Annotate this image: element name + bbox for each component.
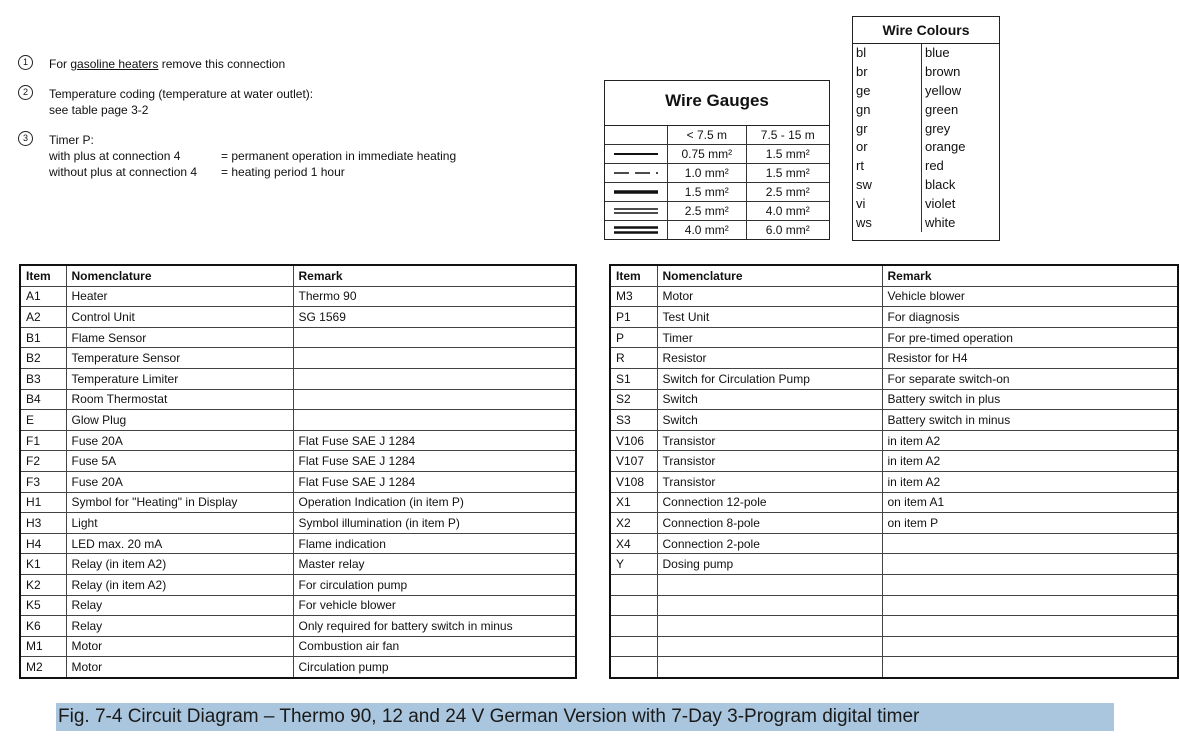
item-code: K6	[20, 616, 66, 637]
wire-gauge-long: 6.0 mm²	[746, 221, 829, 240]
wire-gauge-short: 4.0 mm²	[668, 221, 747, 240]
item-remark	[293, 368, 576, 389]
item-remark	[293, 327, 576, 348]
item-nomenclature: Transistor	[657, 471, 882, 492]
item-remark	[882, 636, 1178, 657]
wire-colour-row	[853, 119, 999, 138]
item-code: E	[20, 410, 66, 431]
wire-gauge-long: 1.5 mm²	[746, 164, 829, 183]
table-row	[20, 657, 576, 678]
item-remark: on item P	[882, 513, 1178, 534]
item-remark: Master relay	[293, 554, 576, 575]
item-nomenclature: Resistor	[657, 348, 882, 369]
item-remark: Symbol illumination (in item P)	[293, 513, 576, 534]
table-row	[20, 616, 576, 637]
item-nomenclature: Relay	[66, 616, 293, 637]
item-nomenclature: Switch	[657, 410, 882, 431]
note-1	[18, 56, 558, 72]
table-row	[20, 307, 576, 328]
item-nomenclature: Connection 2-pole	[657, 533, 882, 554]
wire-colour-row	[853, 138, 999, 157]
wire-gauge-long: 1.5 mm²	[746, 145, 829, 164]
note-2-line-1: Temperature coding (temperature at water outlet):	[49, 87, 314, 101]
item-nomenclature: Relay (in item A2)	[66, 574, 293, 595]
wire-colour-row	[853, 82, 999, 101]
wire-gauges-table	[605, 126, 829, 239]
note-3-row-1-left: with plus at connection 4	[49, 149, 181, 163]
table-row	[20, 430, 576, 451]
table-row	[610, 471, 1178, 492]
wire-colour-name: green	[925, 101, 959, 117]
item-remark	[882, 657, 1178, 678]
item-nomenclature: Timer	[657, 327, 882, 348]
header-remark: Remark	[293, 265, 576, 286]
item-code: F3	[20, 471, 66, 492]
table-row	[610, 307, 1178, 328]
wire-gauges-header	[605, 126, 829, 145]
table-row	[610, 389, 1178, 410]
item-code: B2	[20, 348, 66, 369]
item-code: B4	[20, 389, 66, 410]
item-nomenclature: Flame Sensor	[66, 327, 293, 348]
item-code: Y	[610, 554, 657, 575]
wire-colour-row	[853, 100, 999, 119]
table-row	[20, 410, 576, 431]
table-row	[20, 348, 576, 369]
item-remark: For vehicle blower	[293, 595, 576, 616]
table-row	[610, 368, 1178, 389]
item-remark: For separate switch-on	[882, 368, 1178, 389]
table-row	[610, 327, 1178, 348]
item-nomenclature: Temperature Sensor	[66, 348, 293, 369]
figure-caption: Fig. 7-4 Circuit Diagram – Thermo 90, 12 and 24 V German Version with 7-Day 3-Program digital timer	[56, 703, 1114, 731]
table-row	[20, 636, 576, 657]
item-nomenclature: Heater	[66, 286, 293, 307]
wire-colour-name: blue	[925, 45, 950, 61]
item-nomenclature: Connection 8-pole	[657, 513, 882, 534]
item-nomenclature: Dosing pump	[657, 554, 882, 575]
item-remark	[293, 389, 576, 410]
item-code: K5	[20, 595, 66, 616]
item-remark: Flat Fuse SAE J 1284	[293, 451, 576, 472]
note-3-line-1: Timer P:	[49, 133, 94, 147]
item-code: A2	[20, 307, 66, 328]
wire-line-double-thick-icon	[605, 221, 668, 240]
wire-colour-code: or	[853, 138, 922, 157]
wire-gauges-header-line	[605, 126, 668, 145]
wire-colour-name: brown	[925, 64, 961, 80]
item-code	[610, 636, 657, 657]
note-1-pre: For	[49, 57, 67, 71]
item-nomenclature	[657, 616, 882, 637]
note-number-1: 1	[18, 55, 33, 70]
item-code: X1	[610, 492, 657, 513]
note-3-row-1	[49, 148, 558, 164]
wire-colour-code: ws	[853, 213, 922, 232]
wire-gauge-short: 0.75 mm²	[668, 145, 747, 164]
table-row	[610, 554, 1178, 575]
table-row	[610, 616, 1178, 637]
wire-colour-row	[853, 157, 999, 176]
items-table-left	[19, 264, 577, 679]
wire-colour-code: gr	[853, 119, 922, 138]
item-remark	[882, 595, 1178, 616]
header-nomenclature: Nomenclature	[657, 265, 882, 286]
item-code: R	[610, 348, 657, 369]
wire-colours-box	[852, 16, 1000, 241]
item-remark: Thermo 90	[293, 286, 576, 307]
item-code: M2	[20, 657, 66, 678]
item-code	[610, 657, 657, 678]
item-nomenclature: LED max. 20 mA	[66, 533, 293, 554]
item-code: X2	[610, 513, 657, 534]
item-code: V107	[610, 451, 657, 472]
table-row	[20, 451, 576, 472]
table-row	[610, 348, 1178, 369]
note-1-link: gasoline heaters	[70, 57, 159, 71]
wire-colour-name: yellow	[925, 82, 962, 98]
table-row	[20, 554, 576, 575]
item-nomenclature: Control Unit	[66, 307, 293, 328]
item-code	[610, 595, 657, 616]
item-nomenclature: Transistor	[657, 430, 882, 451]
wire-colours-table	[853, 44, 999, 232]
item-nomenclature: Connection 12-pole	[657, 492, 882, 513]
item-nomenclature: Glow Plug	[66, 410, 293, 431]
wire-colour-code: rt	[853, 157, 922, 176]
item-nomenclature: Fuse 5A	[66, 451, 293, 472]
wire-colour-name: grey	[925, 120, 951, 136]
item-nomenclature: Light	[66, 513, 293, 534]
item-code	[610, 616, 657, 637]
table-row	[20, 595, 576, 616]
item-code: H4	[20, 533, 66, 554]
item-remark	[882, 616, 1178, 637]
item-remark: in item A2	[882, 471, 1178, 492]
header-item: Item	[20, 265, 66, 286]
item-nomenclature	[657, 636, 882, 657]
item-nomenclature: Room Thermostat	[66, 389, 293, 410]
item-nomenclature: Symbol for "Heating" in Display	[66, 492, 293, 513]
item-remark: For pre-timed operation	[882, 327, 1178, 348]
item-nomenclature: Transistor	[657, 451, 882, 472]
item-code: S1	[610, 368, 657, 389]
note-2	[18, 86, 558, 118]
wire-colour-row	[853, 44, 999, 63]
table-row	[20, 327, 576, 348]
item-remark: on item A1	[882, 492, 1178, 513]
wire-colour-code: gn	[853, 100, 922, 119]
note-2-line-2: see table page 3-2	[49, 103, 149, 117]
item-code: V108	[610, 471, 657, 492]
note-number-3: 3	[18, 131, 33, 146]
wire-gauge-row	[605, 183, 829, 202]
table-row	[610, 286, 1178, 307]
table-row	[20, 286, 576, 307]
table-row	[610, 574, 1178, 595]
item-nomenclature: Motor	[657, 286, 882, 307]
item-nomenclature: Fuse 20A	[66, 471, 293, 492]
wire-line-single-thin-icon	[605, 145, 668, 164]
wire-colour-code: br	[853, 63, 922, 82]
item-code: K1	[20, 554, 66, 575]
wire-colour-row	[853, 63, 999, 82]
note-3	[18, 132, 558, 180]
item-code: S3	[610, 410, 657, 431]
item-remark: Operation Indication (in item P)	[293, 492, 576, 513]
note-3-row-2-right: = heating period 1 hour	[221, 165, 345, 179]
note-3-row-1-right: = permanent operation in immediate heating	[221, 149, 457, 163]
wire-gauge-row	[605, 164, 829, 183]
item-code: B1	[20, 327, 66, 348]
wire-gauges-header-short: < 7.5 m	[668, 126, 747, 145]
item-nomenclature: Switch	[657, 389, 882, 410]
item-nomenclature: Relay (in item A2)	[66, 554, 293, 575]
wire-colour-name: white	[925, 214, 956, 230]
wire-colour-row	[853, 213, 999, 232]
item-code: F2	[20, 451, 66, 472]
table-row	[610, 492, 1178, 513]
item-code: X4	[610, 533, 657, 554]
item-code: S2	[610, 389, 657, 410]
item-remark: in item A2	[882, 451, 1178, 472]
item-nomenclature: Fuse 20A	[66, 430, 293, 451]
wire-gauge-row	[605, 145, 829, 164]
wire-line-single-thick-icon	[605, 183, 668, 202]
table-row	[20, 492, 576, 513]
item-remark: For diagnosis	[882, 307, 1178, 328]
item-remark	[293, 348, 576, 369]
item-code: F1	[20, 430, 66, 451]
item-remark: Battery switch in minus	[882, 410, 1178, 431]
note-3-row-2-left: without plus at connection 4	[49, 165, 198, 179]
item-nomenclature: Motor	[66, 657, 293, 678]
wire-gauges-box	[604, 80, 830, 240]
notes-section	[18, 56, 558, 194]
note-1-post: remove this connection	[161, 57, 286, 71]
item-nomenclature: Motor	[66, 636, 293, 657]
wire-colour-code: bl	[853, 44, 922, 63]
item-code: P1	[610, 307, 657, 328]
item-code: B3	[20, 368, 66, 389]
note-number-2: 2	[18, 85, 33, 100]
wire-gauge-long: 4.0 mm²	[746, 202, 829, 221]
table-row	[610, 595, 1178, 616]
item-remark: in item A2	[882, 430, 1178, 451]
wire-colour-row	[853, 176, 999, 195]
header-remark: Remark	[882, 265, 1178, 286]
header-nomenclature: Nomenclature	[66, 265, 293, 286]
item-code: P	[610, 327, 657, 348]
table-row	[610, 410, 1178, 431]
wire-gauge-short: 2.5 mm²	[668, 202, 747, 221]
items-table-header	[20, 265, 576, 286]
item-nomenclature: Switch for Circulation Pump	[657, 368, 882, 389]
item-remark: Only required for battery switch in minus	[293, 616, 576, 637]
items-table-header	[610, 265, 1178, 286]
table-row	[20, 471, 576, 492]
wire-line-double-icon	[605, 202, 668, 221]
item-nomenclature: Temperature Limiter	[66, 368, 293, 389]
table-row	[610, 657, 1178, 678]
wire-colour-name: orange	[925, 139, 966, 155]
item-code	[610, 574, 657, 595]
wire-colour-name: violet	[925, 195, 956, 211]
table-row	[20, 368, 576, 389]
table-row	[610, 533, 1178, 554]
wire-colour-name: red	[925, 158, 944, 174]
wire-colours-title: Wire Colours	[853, 17, 999, 44]
table-row	[610, 636, 1178, 657]
table-row	[610, 513, 1178, 534]
wire-line-dashed-icon	[605, 164, 668, 183]
item-code: A1	[20, 286, 66, 307]
table-row	[20, 574, 576, 595]
item-nomenclature: Relay	[66, 595, 293, 616]
wire-gauge-short: 1.0 mm²	[668, 164, 747, 183]
item-code: M3	[610, 286, 657, 307]
item-remark: Flame indication	[293, 533, 576, 554]
wire-colour-name: black	[925, 176, 956, 192]
item-nomenclature	[657, 657, 882, 678]
wire-gauge-row	[605, 221, 829, 240]
table-row	[610, 430, 1178, 451]
wire-gauge-row	[605, 202, 829, 221]
items-table-right	[609, 264, 1179, 679]
header-item: Item	[610, 265, 657, 286]
item-remark: Circulation pump	[293, 657, 576, 678]
wire-gauges-title: Wire Gauges	[605, 81, 829, 126]
wire-colour-code: sw	[853, 176, 922, 195]
item-remark: Combustion air fan	[293, 636, 576, 657]
item-nomenclature	[657, 574, 882, 595]
wire-colour-code: vi	[853, 194, 922, 213]
wire-gauges-header-long: 7.5 - 15 m	[746, 126, 829, 145]
item-remark: For circulation pump	[293, 574, 576, 595]
table-row	[20, 533, 576, 554]
item-remark	[293, 410, 576, 431]
table-row	[610, 451, 1178, 472]
item-code: H3	[20, 513, 66, 534]
table-row	[20, 513, 576, 534]
item-remark: SG 1569	[293, 307, 576, 328]
item-code: H1	[20, 492, 66, 513]
item-code: V106	[610, 430, 657, 451]
item-remark: Vehicle blower	[882, 286, 1178, 307]
item-code: M1	[20, 636, 66, 657]
item-remark	[882, 554, 1178, 575]
item-remark: Flat Fuse SAE J 1284	[293, 471, 576, 492]
wire-gauge-long: 2.5 mm²	[746, 183, 829, 202]
item-remark	[882, 574, 1178, 595]
table-row	[20, 389, 576, 410]
wire-colour-code: ge	[853, 82, 922, 101]
item-remark: Flat Fuse SAE J 1284	[293, 430, 576, 451]
item-remark: Battery switch in plus	[882, 389, 1178, 410]
wire-colour-row	[853, 194, 999, 213]
item-nomenclature: Test Unit	[657, 307, 882, 328]
item-nomenclature	[657, 595, 882, 616]
item-remark	[882, 533, 1178, 554]
item-remark: Resistor for H4	[882, 348, 1178, 369]
note-3-row-2	[49, 164, 558, 180]
wire-gauge-short: 1.5 mm²	[668, 183, 747, 202]
item-code: K2	[20, 574, 66, 595]
